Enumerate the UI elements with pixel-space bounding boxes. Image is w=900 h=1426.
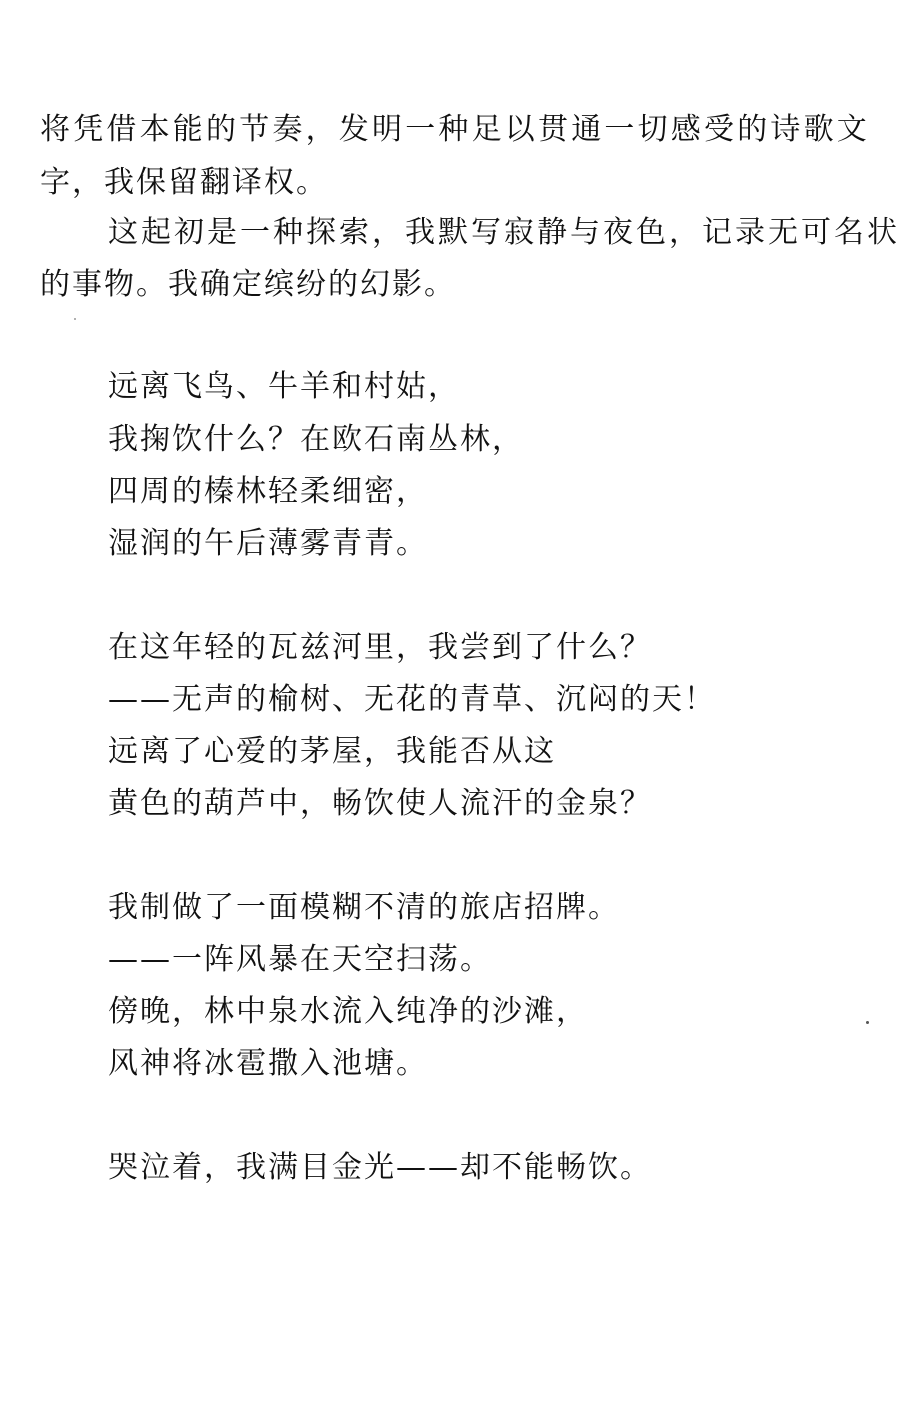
poem-stanza-1-line-4: 湿润的午后薄雾青青。	[108, 526, 428, 561]
prose-paragraph-1-line-1: 将凭借本能的节奏，发明一种足以贯通一切感受的诗歌文	[40, 112, 870, 147]
poem-stanza-2-line-4: 黄色的葫芦中，畅饮使人流汗的金泉？	[108, 786, 652, 821]
poem-stanza-2-line-1: 在这年轻的瓦兹河里，我尝到了什么？	[108, 630, 652, 665]
prose-paragraph-2-line-2: 的事物。我确定缤纷的幻影。	[40, 267, 456, 302]
poem-stanza-2-line-3: 远离了心爱的茅屋，我能否从这	[108, 734, 556, 769]
poem-stanza-1-line-2: 我掬饮什么？在欧石南丛林，	[108, 422, 524, 457]
poem-stanza-2-line-2: ——无声的榆树、无花的青草、沉闷的天！	[108, 682, 716, 717]
scan-speck	[866, 1021, 869, 1024]
prose-paragraph-2-line-1: 这起初是一种探索，我默写寂静与夜色，记录无可名状	[108, 215, 900, 250]
poem-stanza-3-line-3: 傍晚，林中泉水流入纯净的沙滩，	[108, 994, 588, 1029]
poem-stanza-1-line-1: 远离飞鸟、牛羊和村姑，	[108, 369, 460, 404]
poem-stanza-3-line-4: 风神将冰雹撒入池塘。	[108, 1046, 428, 1081]
prose-paragraph-1-line-2: 字，我保留翻译权。	[40, 165, 328, 200]
poem-stanza-3-line-1: 我制做了一面模糊不清的旅店招牌。	[108, 890, 620, 925]
poem-stanza-1-line-3: 四周的榛林轻柔细密，	[108, 474, 428, 509]
poem-stanza-4-line-1: 哭泣着，我满目金光——却不能畅饮。	[108, 1150, 652, 1185]
scan-speck	[74, 318, 76, 320]
poem-stanza-3-line-2: ——一阵风暴在天空扫荡。	[108, 942, 492, 977]
